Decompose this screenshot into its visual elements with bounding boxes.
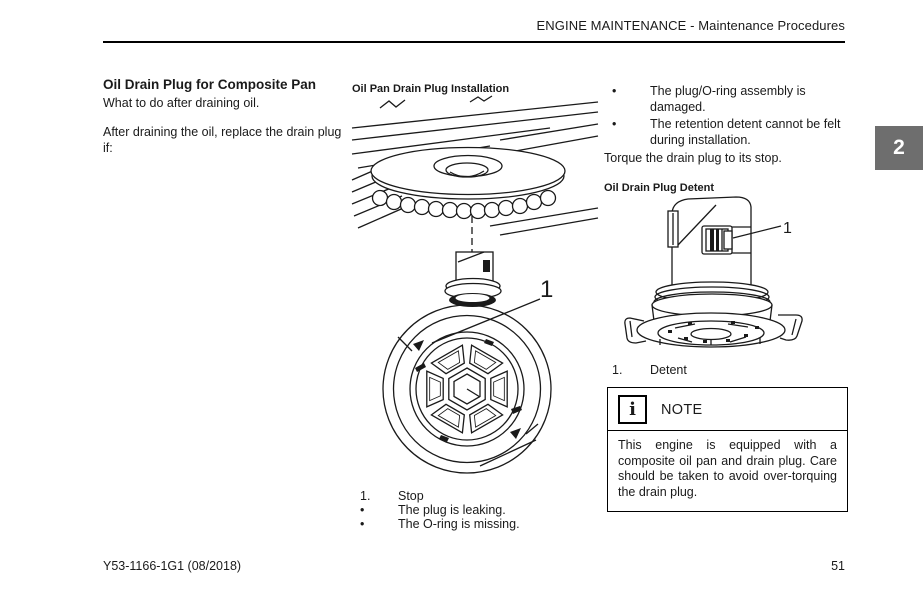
section-heading: Oil Drain Plug for Composite Pan [103, 77, 317, 92]
figure1-caption: Oil Pan Drain Plug Installation [352, 83, 510, 95]
left-column [103, 76, 353, 156]
note-body: This engine is equipped with a composite oil pan and drain plug. Care should be taken to avoid over-torquing the drain plug. [608, 430, 847, 511]
legend-label: Detent [650, 363, 687, 377]
list-item [604, 116, 847, 149]
figure1-callout-1: 1 [540, 276, 554, 303]
footer-page-number: 51 [831, 559, 845, 573]
section-body: After draining the oil, replace the drain plug if: [103, 125, 342, 156]
legend-label: Stop [398, 489, 424, 503]
section-intro: What to do after draining oil. [103, 96, 260, 111]
info-icon: i [618, 395, 647, 424]
list-item-text: The plug is leaking. [398, 503, 506, 517]
bullet-glyph: • [612, 116, 617, 131]
torque-instruction: Torque the drain plug to its stop. [604, 151, 782, 165]
figure1-legend [352, 489, 600, 531]
note-box [607, 387, 848, 512]
bullet-glyph: • [612, 84, 617, 98]
list-item-text: The plug/O-ring assembly is damaged. [650, 84, 806, 115]
figure2-caption: Oil Drain Plug Detent [604, 182, 715, 195]
figure2-callout-1: 1 [783, 220, 792, 237]
oil-drain-plug-detent-illustration [600, 193, 850, 371]
right-column [604, 83, 847, 196]
note-title: NOTE [661, 401, 703, 418]
legend-number: 1. [360, 489, 371, 503]
bullet-glyph: • [360, 517, 365, 531]
chapter-tab [875, 126, 923, 170]
figure2-legend [604, 363, 847, 377]
header-rule [103, 41, 845, 43]
list-item-text: The retention detent cannot be felt during installation. [650, 116, 841, 147]
chapter-tab-number: 2 [893, 136, 905, 159]
list-item-text: The O-ring is missing. [398, 517, 520, 531]
list-item [352, 517, 600, 531]
list-item [352, 503, 600, 517]
page-header-title: ENGINE MAINTENANCE - Maintenance Procedures [536, 18, 845, 33]
footer-document-id: Y53-1166-1G1 (08/2018) [103, 559, 242, 573]
note-header [608, 388, 847, 430]
legend-number: 1. [612, 363, 623, 377]
bullet-glyph: • [360, 503, 365, 517]
list-item [604, 83, 847, 116]
oil-pan-drain-plug-illustration [350, 94, 600, 484]
